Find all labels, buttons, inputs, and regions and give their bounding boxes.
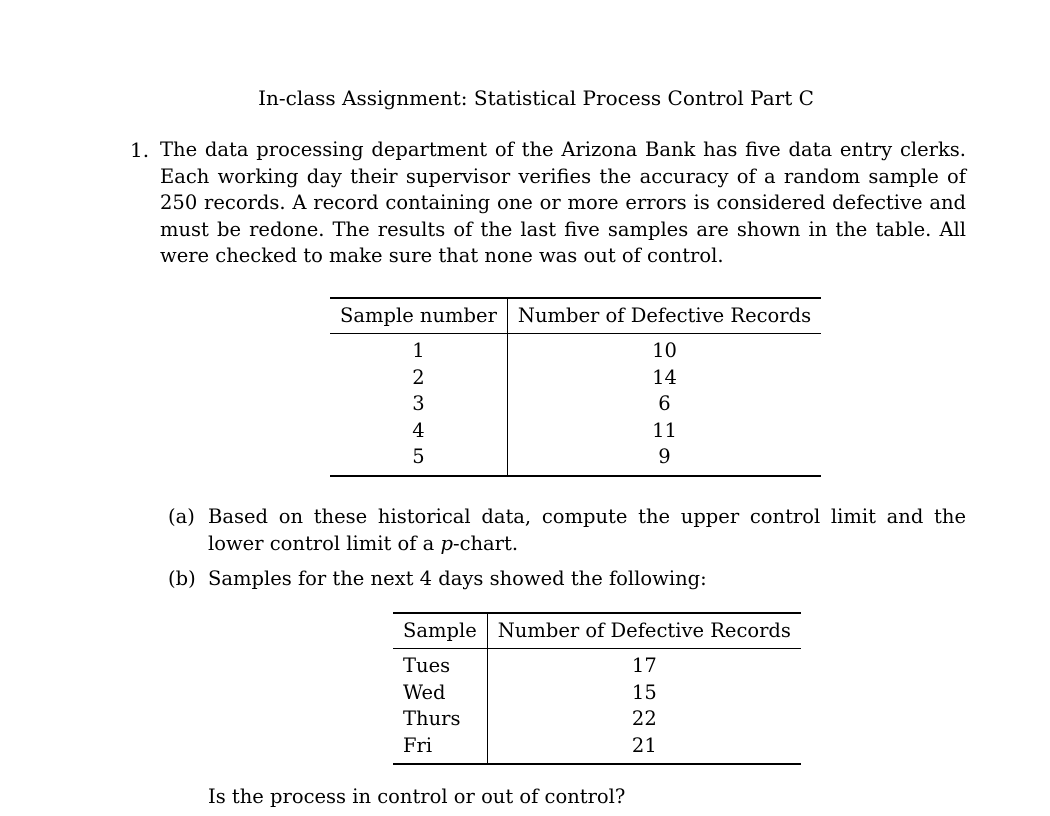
table-cell: Tues <box>393 649 487 680</box>
part-b-text: Samples for the next 4 days showed the following: <box>208 567 707 590</box>
table-cell: 10 <box>652 339 677 362</box>
table-cell: Thurs <box>393 706 487 733</box>
part-a-text-before: Based on these historical data, compute the upper control limit and the lower control limit of a <box>208 505 966 555</box>
column-header-sample-number: Sample number <box>330 298 507 334</box>
table-row <box>330 365 821 392</box>
table-row <box>330 444 821 476</box>
table-cell: 4 <box>330 418 507 445</box>
part-a-text <box>208 503 966 557</box>
table-cell: 3 <box>330 391 507 418</box>
problem-number: 1. <box>130 138 150 162</box>
table-cell: Wed <box>393 680 487 707</box>
question-text: Is the process in control or out of control? <box>208 785 626 808</box>
table-cell: 11 <box>652 418 677 442</box>
table-row <box>393 706 801 733</box>
table-cell: 2 <box>330 365 507 392</box>
table-cell: 21 <box>487 733 801 765</box>
part-a-label: (a) <box>168 505 195 528</box>
table-cell: Fri <box>393 733 487 765</box>
page-title: In-class Assignment: Statistical Process Control Part C <box>258 86 814 110</box>
table-cell: 5 <box>330 444 507 476</box>
table-row <box>393 649 801 680</box>
part-b-label: (b) <box>168 567 196 590</box>
table-row <box>393 733 801 765</box>
table-row <box>330 334 821 365</box>
table-cell: 1 <box>330 334 507 365</box>
part-a-text-after: -chart. <box>452 532 519 555</box>
defective-records-table <box>330 297 821 477</box>
table-cell: 22 <box>631 707 657 730</box>
problem-text: The data processing department of the Arizona Bank has five data entry clerks. Each working day their supervisor verifies the accuracy of a random sample of 250 records. A record containing one or more errors is considered defective and must be redone. The results of the last five samples are shown in the table. All were checked to make sure that none was out of control. <box>160 138 966 267</box>
column-header-defective-records: Number of Defective Records <box>517 304 812 327</box>
part-a-variable: p <box>440 532 453 555</box>
table-row <box>330 391 821 418</box>
table-cell: 17 <box>631 654 657 677</box>
column-header-sample: Sample <box>393 613 487 649</box>
table-row <box>330 418 821 445</box>
next-days-table <box>393 612 801 765</box>
table-header-row <box>330 298 821 334</box>
table-cell: 6 <box>658 392 671 415</box>
table-cell: 9 <box>507 444 821 476</box>
column-header-defective-records: Number of Defective Records <box>497 619 791 642</box>
table-cell: 15 <box>631 680 657 704</box>
table-cell: 14 <box>652 365 677 389</box>
table-header-row <box>393 613 801 649</box>
table-row <box>393 680 801 707</box>
